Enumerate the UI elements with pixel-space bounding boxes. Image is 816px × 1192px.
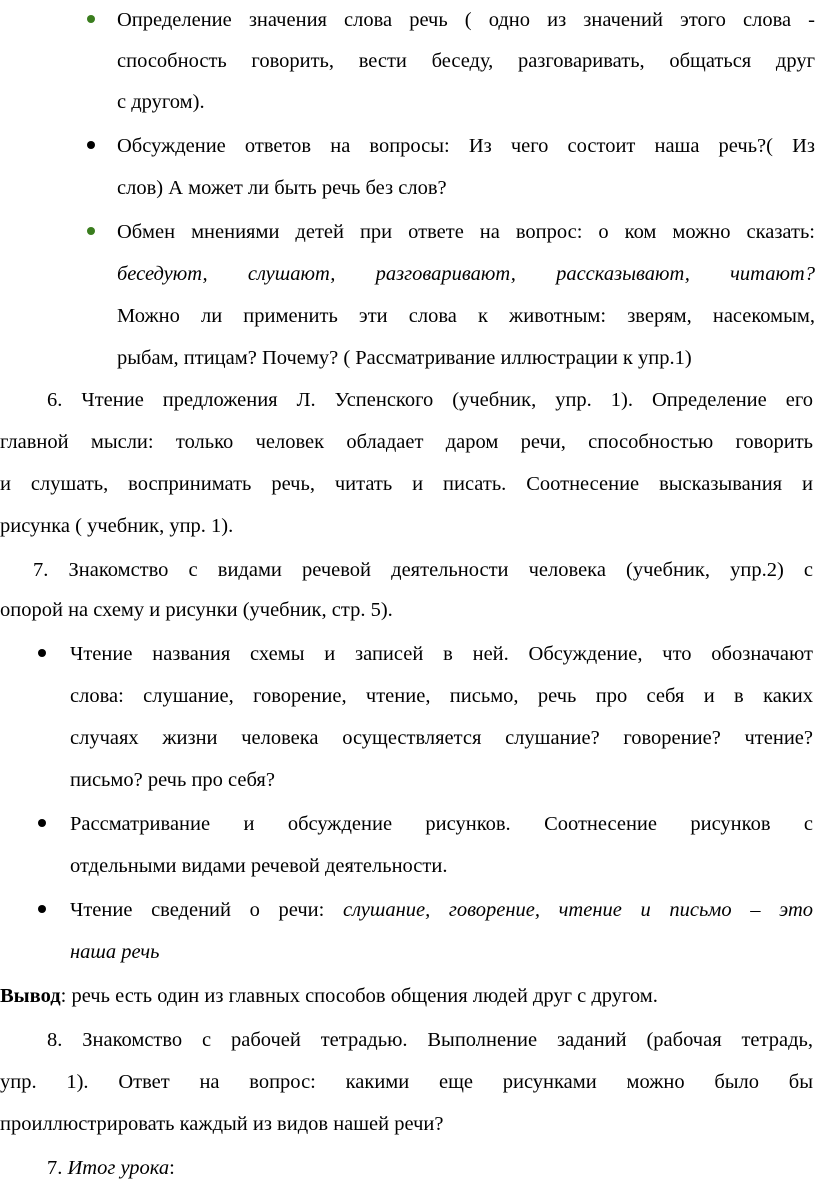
bullet-dot-icon: [38, 905, 46, 913]
text-line: рыбам, птицам? Почему? ( Рассматривание иллюстрации к упр.1): [117, 347, 692, 369]
text-line: Можно ли применить эти слова к животным: зверям, насекомым,: [117, 305, 815, 327]
bullet-dot-icon: [38, 819, 46, 827]
italic-text: Итог урока: [67, 1157, 170, 1179]
text-line: [70, 890, 813, 931]
text-line: случаях жизни человека осуществляется слушание? говорение? чтение?: [70, 727, 813, 749]
bullet-dot-icon: [87, 15, 95, 23]
text-line: Чтение названия схемы и записей в ней. Обсуждение, что обозначают: [70, 643, 813, 665]
text-line: Обмен мнениями детей при ответе на вопрос: о ком можно сказать:: [117, 221, 815, 243]
text-line: Определение значения слова речь ( одно из значений этого слова -: [117, 9, 815, 31]
text-line: и слушать, воспринимать речь, читать и писать. Соотнесение высказывания и: [0, 473, 813, 495]
bullet-dot-icon: [38, 649, 46, 657]
text-line: способность говорить, вести беседу, разговаривать, общаться друг: [117, 50, 815, 72]
plain-text: Чтение сведений о речи:: [70, 899, 343, 921]
italic-text: слушание, говорение, чтение и письмо – это: [343, 899, 814, 921]
text-line: опорой на схему и рисунки (учебник, стр. 5).: [0, 599, 393, 621]
text-line: слова: слушание, говорение, чтение, письмо, речь про себя и в каких: [70, 685, 813, 707]
text-line: рисунка ( учебник, упр. 1).: [0, 515, 234, 537]
text-line: письмо? речь про себя?: [70, 769, 275, 791]
text-line: упр. 1). Ответ на вопрос: какими еще рисунками можно было бы: [0, 1071, 813, 1093]
bold-text: Вывод: [0, 985, 61, 1007]
plain-text: :: [169, 1157, 175, 1179]
text-line: [47, 1148, 175, 1189]
text-line: [0, 976, 658, 1017]
text-line: проиллюстрировать каждый из видов нашей речи?: [0, 1113, 444, 1135]
text-line: 7. Знакомство с видами речевой деятельности человека (учебник, упр.2) с: [33, 559, 813, 581]
text-line: 6. Чтение предложения Л. Успенского (учебник, упр. 1). Определение его: [47, 389, 813, 411]
bullet-dot-icon: [87, 141, 95, 149]
text-line: слов) А может ли быть речь без слов?: [117, 177, 447, 199]
text-line: Обсуждение ответов на вопросы: Из чего состоит наша речь?( Из: [117, 135, 815, 157]
italic-text: беседуют, слушают, разговаривают, рассказывают, читают?: [117, 263, 815, 285]
text-line: [117, 254, 815, 295]
text-line: отдельными видами речевой деятельности.: [70, 855, 448, 877]
plain-text: 7.: [47, 1157, 68, 1179]
text-line: главной мысли: только человек обладает даром речи, способностью говорить: [0, 431, 813, 453]
text-line: Рассматривание и обсуждение рисунков. Соотнесение рисунков с: [70, 813, 813, 835]
bullet-dot-icon: [87, 227, 95, 235]
text-line: 8. Знакомство с рабочей тетрадью. Выполнение заданий (рабочая тетрадь,: [47, 1029, 813, 1051]
plain-text: : речь есть один из главных способов общения людей друг с другом.: [60, 985, 658, 1007]
text-line: [70, 932, 159, 973]
italic-text: наша речь: [70, 941, 160, 963]
text-line: с другом).: [117, 91, 205, 113]
